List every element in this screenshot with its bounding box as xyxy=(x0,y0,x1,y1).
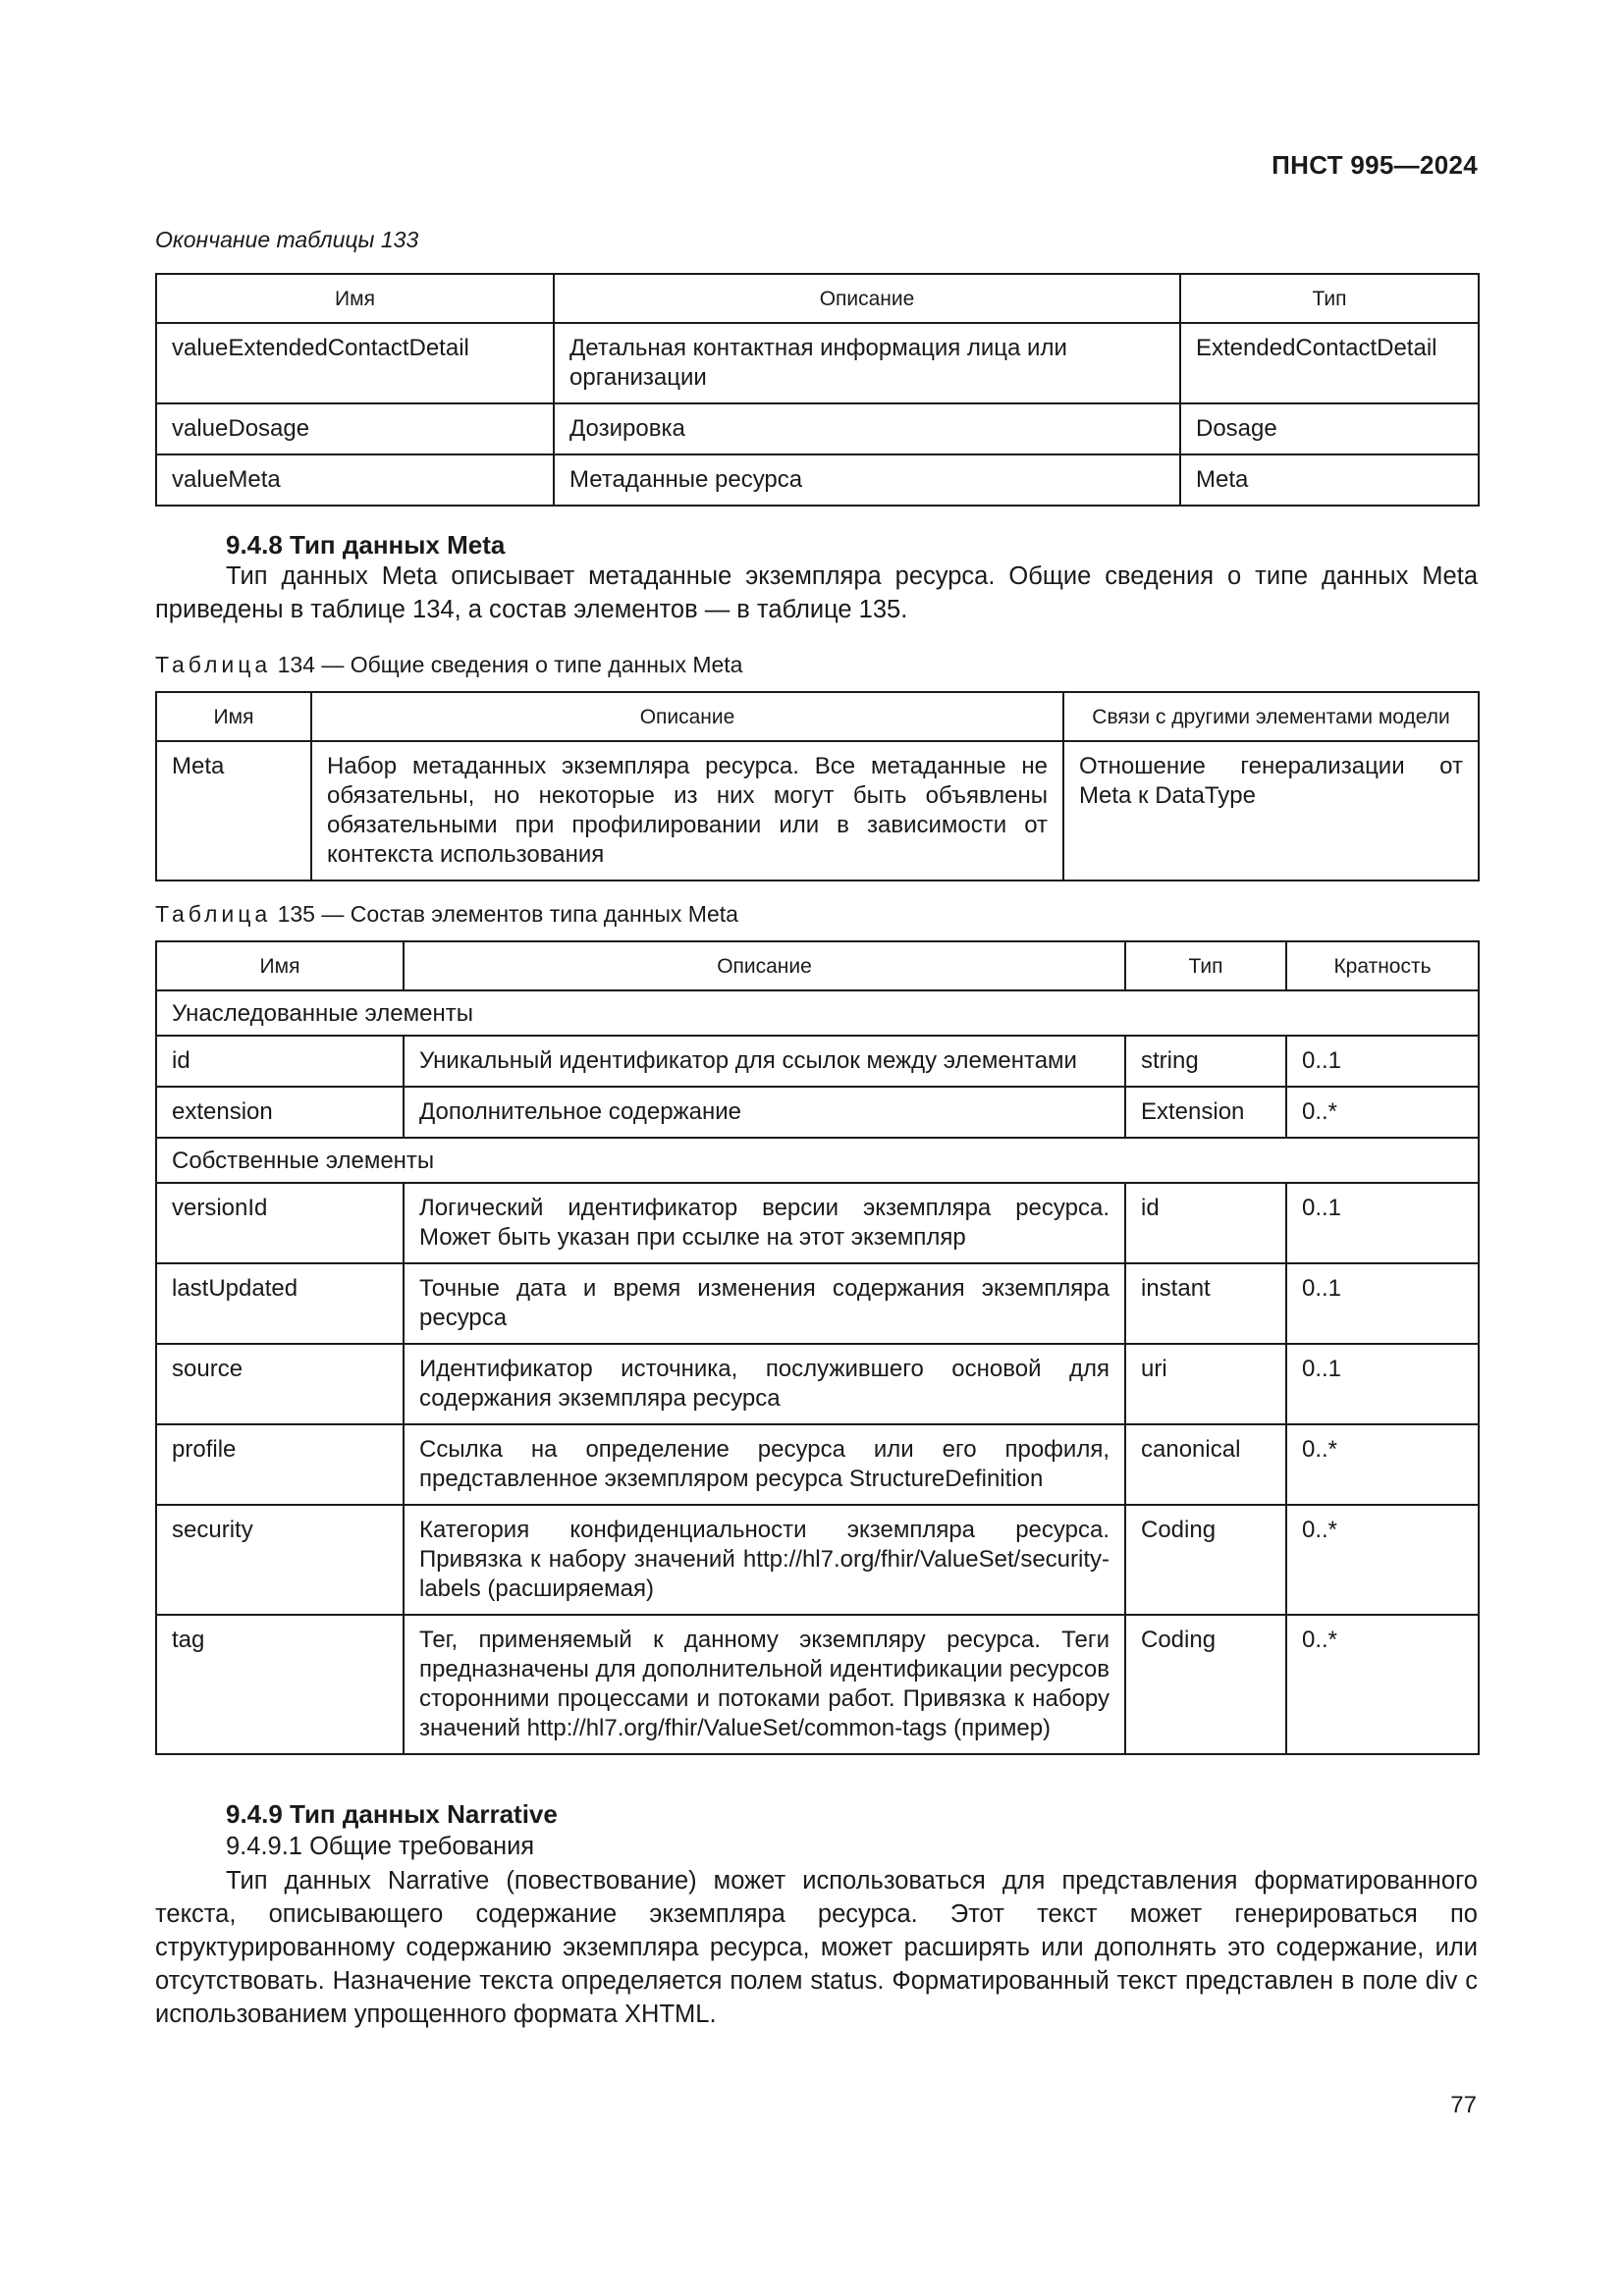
table-row xyxy=(156,1036,1479,1087)
cell-name: valueDosage xyxy=(156,403,554,454)
column-header: Описание xyxy=(311,692,1063,741)
cell-description: Дозировка xyxy=(554,403,1180,454)
cell-name: tag xyxy=(156,1615,404,1754)
cell-name: lastUpdated xyxy=(156,1263,404,1344)
cell-type: canonical xyxy=(1125,1424,1286,1505)
table-135-caption-label: Таблица xyxy=(155,901,272,927)
column-header: Связи с другими элементами модели xyxy=(1063,692,1479,741)
table-134-caption-text: 134 — Общие сведения о типе данных Meta xyxy=(277,652,743,677)
table-135-caption xyxy=(155,901,738,928)
cell-description: Ссылка на определение ресурса или его профиля, представленное экземпляром ресурса StructureDefinition xyxy=(404,1424,1125,1505)
table-header-row xyxy=(156,941,1479,990)
cell-type: Coding xyxy=(1125,1615,1286,1754)
column-header: Имя xyxy=(156,692,311,741)
cell-type: Dosage xyxy=(1180,403,1479,454)
cell-type: ExtendedContactDetail xyxy=(1180,323,1479,403)
group-label: Унаследованные элементы xyxy=(156,990,1479,1036)
table-header-row xyxy=(156,274,1479,323)
cell-description: Метаданные ресурса xyxy=(554,454,1180,506)
section-9-4-9-1-subheading: 9.4.9.1 Общие требования xyxy=(226,1833,535,1860)
column-header: Тип xyxy=(1180,274,1479,323)
standard-code: ПНСТ 995—2024 xyxy=(1272,150,1478,180)
cell-cardinality: 0..* xyxy=(1286,1424,1479,1505)
table-134 xyxy=(155,691,1480,881)
column-header: Описание xyxy=(404,941,1125,990)
cell-description: Дополнительное содержание xyxy=(404,1087,1125,1138)
table-134-caption-label: Таблица xyxy=(155,652,272,677)
cell-relations: Отношение генерализации от Meta к DataType xyxy=(1063,741,1479,881)
group-row-own xyxy=(156,1138,1479,1183)
cell-type: string xyxy=(1125,1036,1286,1087)
cell-cardinality: 0..* xyxy=(1286,1615,1479,1754)
group-label: Собственные элементы xyxy=(156,1138,1479,1183)
cell-cardinality: 0..1 xyxy=(1286,1036,1479,1087)
cell-type: Extension xyxy=(1125,1087,1286,1138)
cell-description: Тег, применяемый к данному экземпляру ресурса. Теги предназначены для дополнительной идентификации ресурсов сторонними процессами и потоками работ. Привязка к набору значений http://hl7.org/fhir/ValueSet/common-tags (пример) xyxy=(404,1615,1125,1754)
column-header: Имя xyxy=(156,941,404,990)
column-header: Кратность xyxy=(1286,941,1479,990)
section-9-4-8-heading: 9.4.8 Тип данных Meta xyxy=(226,530,506,560)
cell-name: source xyxy=(156,1344,404,1424)
cell-name: valueMeta xyxy=(156,454,554,506)
cell-description: Идентификатор источника, послужившего основой для содержания экземпляра ресурса xyxy=(404,1344,1125,1424)
table-header-row xyxy=(156,692,1479,741)
cell-name: versionId xyxy=(156,1183,404,1263)
column-header: Тип xyxy=(1125,941,1286,990)
cell-description: Уникальный идентификатор для ссылок между элементами xyxy=(404,1036,1125,1087)
cell-cardinality: 0..* xyxy=(1286,1087,1479,1138)
cell-type: Coding xyxy=(1125,1505,1286,1615)
cell-type: uri xyxy=(1125,1344,1286,1424)
table-row xyxy=(156,403,1479,454)
cell-cardinality: 0..1 xyxy=(1286,1263,1479,1344)
table-row xyxy=(156,1505,1479,1615)
table-row xyxy=(156,1424,1479,1505)
section-9-4-9-heading: 9.4.9 Тип данных Narrative xyxy=(226,1799,558,1829)
table-133 xyxy=(155,273,1480,507)
cell-name: extension xyxy=(156,1087,404,1138)
table-row xyxy=(156,1183,1479,1263)
cell-name: Meta xyxy=(156,741,311,881)
page-number: 77 xyxy=(1450,2092,1477,2118)
table-row xyxy=(156,741,1479,881)
table-135 xyxy=(155,940,1480,1755)
cell-cardinality: 0..* xyxy=(1286,1505,1479,1615)
table-row xyxy=(156,454,1479,506)
section-9-4-9-paragraph: Тип данных Narrative (повествование) может использоваться для представления форматированного текста, описывающего содержание экземпляра ресурса. Этот текст может генерироваться по структурированному содержанию экземпляра ресурса, может расширять или дополнять это содержание, или отсутствовать. Назначение текста определяется полем status. Форматированный текст представлен в поле div с использованием упрощенного формата XHTML. xyxy=(155,1867,1478,2028)
cell-description: Логический идентификатор версии экземпляра ресурса. Может быть указан при ссылке на этот экземпляр xyxy=(404,1183,1125,1263)
table-row xyxy=(156,1615,1479,1754)
cell-description: Категория конфиденциальности экземпляра ресурса. Привязка к набору значений http://hl7.org/fhir/ValueSet/security-labels (расширяемая) xyxy=(404,1505,1125,1615)
group-row-inherited xyxy=(156,990,1479,1036)
cell-type: id xyxy=(1125,1183,1286,1263)
cell-name: profile xyxy=(156,1424,404,1505)
cell-cardinality: 0..1 xyxy=(1286,1344,1479,1424)
cell-name: valueExtendedContactDetail xyxy=(156,323,554,403)
table-row xyxy=(156,1344,1479,1424)
cell-type: instant xyxy=(1125,1263,1286,1344)
cell-name: security xyxy=(156,1505,404,1615)
table-row xyxy=(156,1087,1479,1138)
cell-type: Meta xyxy=(1180,454,1479,506)
column-header: Имя xyxy=(156,274,554,323)
section-9-4-8-paragraph: Тип данных Meta описывает метаданные экземпляра ресурса. Общие сведения о типе данных Meta приведены в таблице 134, а состав элементов — в таблице 135. xyxy=(155,562,1478,623)
cell-description: Набор метаданных экземпляра ресурса. Все метаданные не обязательны, но некоторые из них могут быть объявлены обязательными при профилировании или в зависимости от контекста использования xyxy=(311,741,1063,881)
table-row xyxy=(156,1263,1479,1344)
cell-name: id xyxy=(156,1036,404,1087)
cell-cardinality: 0..1 xyxy=(1286,1183,1479,1263)
cell-description: Детальная контактная информация лица или организации xyxy=(554,323,1180,403)
column-header: Описание xyxy=(554,274,1180,323)
table-133-caption: Окончание таблицы 133 xyxy=(155,227,419,252)
cell-description: Точные дата и время изменения содержания экземпляра ресурса xyxy=(404,1263,1125,1344)
table-135-caption-text: 135 — Состав элементов типа данных Meta xyxy=(277,901,738,927)
table-row xyxy=(156,323,1479,403)
table-134-caption xyxy=(155,652,742,678)
